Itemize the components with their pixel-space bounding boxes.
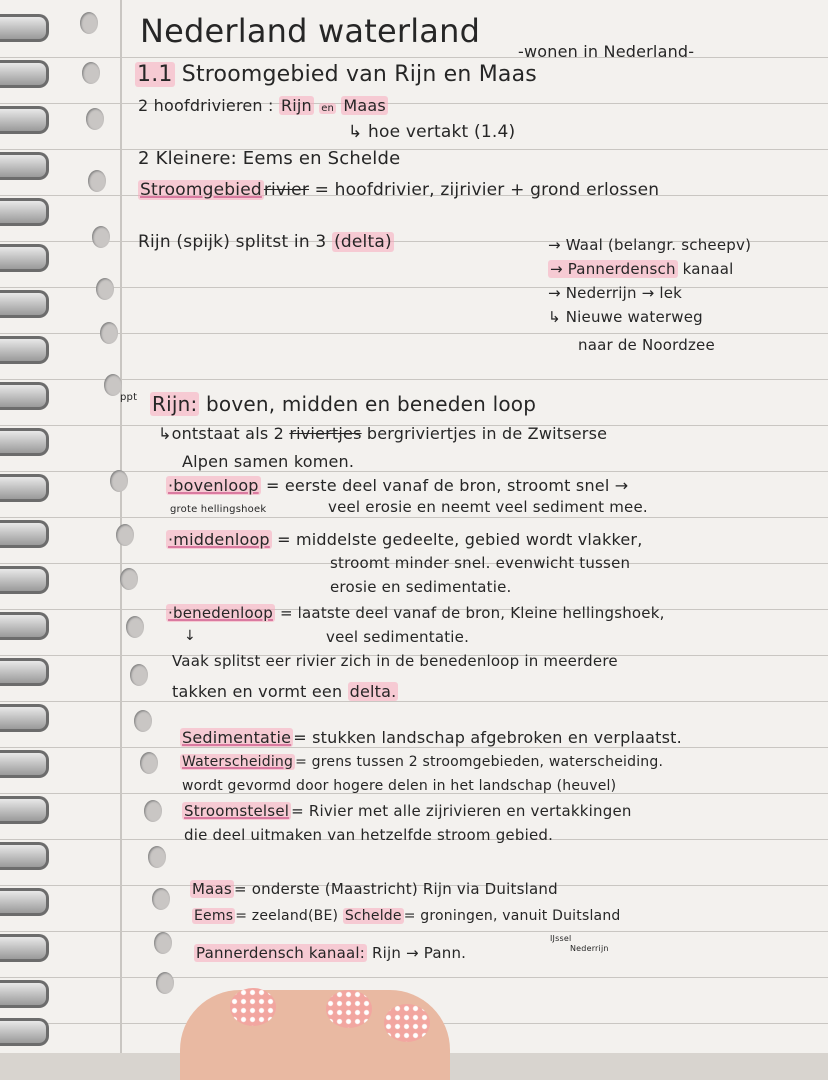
waterscheiding-def: = grens tussen 2 stroomgebieden, waterscheiding. xyxy=(295,754,664,770)
pannerdensch-rest: kanaal xyxy=(682,260,734,278)
stroomgebied-term: Stroomgebied xyxy=(140,180,262,200)
vaak-line-2 xyxy=(172,682,398,701)
page-title: Nederland waterland xyxy=(140,12,481,50)
branch-pannerdensch xyxy=(548,260,734,278)
ontstaat-b: bergriviertjes in de Zwitserse xyxy=(366,424,608,443)
middenloop-def-3: erosie en sedimentatie. xyxy=(330,578,512,596)
ontstaat-line-2: Alpen samen komen. xyxy=(182,452,355,471)
fingernail xyxy=(384,1004,430,1042)
loop-heading-text: boven, midden en beneden loop xyxy=(206,392,537,416)
vaak-text: takken en vormt een xyxy=(172,682,343,701)
en-word: en xyxy=(321,103,335,114)
pannerdensch-line xyxy=(194,944,466,962)
page-subtitle: -wonen in Nederland- xyxy=(518,42,695,61)
pann-term: Pannerdensch kanaal: xyxy=(196,944,366,962)
main-rivers-label: 2 hoofdrivieren : xyxy=(138,96,274,115)
branch-nieuwe-waterweg: ↳ Nieuwe waterweg xyxy=(548,308,703,326)
stroomgebied-def-line xyxy=(138,180,659,200)
branch-nederrijn: → Nederrijn → lek xyxy=(548,284,683,302)
benedenloop-term: ·benedenloop xyxy=(168,604,273,622)
delta-term: delta. xyxy=(349,682,397,701)
pannerdensch-term: → Pannerdensch xyxy=(550,260,676,278)
middenloop-term: ·middenloop xyxy=(168,530,270,549)
schelde-term: Schelde xyxy=(344,908,402,924)
delta-word: (delta) xyxy=(334,232,392,252)
pann-def: Rijn → Pann. xyxy=(372,944,467,962)
middenloop-def: = middelste gedeelte, gebied wordt vlakker, xyxy=(277,530,643,549)
maas-bottom-term: Maas xyxy=(192,880,232,898)
spiral-binding xyxy=(0,0,70,1053)
eems-def: = zeeland(BE) xyxy=(235,908,339,924)
fingernail xyxy=(230,988,276,1026)
smaller-rivers: 2 Kleinere: Eems en Schelde xyxy=(138,148,401,169)
maas-line xyxy=(190,880,558,898)
pann-sup-ijssel: IJssel xyxy=(550,934,572,943)
ppt-note: ppt xyxy=(120,392,138,403)
vaak-line: Vaak splitst eer rivier zich in de benedenloop in meerdere xyxy=(172,652,618,670)
stroomstelsel-def-2: die deel uitmaken van hetzelfde stroom gebied. xyxy=(184,826,554,844)
stroomgebied-def: = hoofdrivier, zijrivier + grond erlossen xyxy=(314,180,660,200)
bovenloop-note: grote hellingshoek xyxy=(170,504,267,515)
waterscheiding-line xyxy=(180,754,663,770)
bovenloop-term: ·bovenloop xyxy=(168,476,259,495)
schelde-def: = groningen, vanuit Duitsland xyxy=(403,908,621,924)
eems-schelde-line xyxy=(192,908,621,924)
branch-waal: → Waal (belangr. scheepv) xyxy=(548,236,752,254)
benedenloop-arrow: ↓ xyxy=(184,628,196,644)
branching-note: ↳ hoe vertakt (1.4) xyxy=(348,122,516,142)
waterscheiding-def-2: wordt gevormd door hogere delen in het landschap (heuvel) xyxy=(182,778,617,794)
stroomstelsel-term: Stroomstelsel xyxy=(184,802,290,820)
ontstaat-a: ↳ontstaat als 2 xyxy=(158,424,285,443)
main-rivers-line xyxy=(138,96,388,115)
bovenloop-def: = eerste deel vanaf de bron, stroomt snel → xyxy=(265,476,629,495)
loop-term: Rijn: xyxy=(152,392,198,416)
benedenloop-def: = laatste deel vanaf de bron, Kleine hellingshoek, xyxy=(279,604,665,622)
ontstaat-line xyxy=(158,424,607,443)
middenloop-line xyxy=(166,530,643,549)
ontstaat-strike: riviertjes xyxy=(289,424,362,443)
stroomstelsel-def: = Rivier met alle zijrivieren en vertakkingen xyxy=(291,802,632,820)
maas-term: Maas xyxy=(343,96,386,115)
section-heading-text: Stroomgebied van Rijn en Maas xyxy=(181,62,537,87)
sedimentatie-term: Sedimentatie xyxy=(182,728,292,747)
fingernail xyxy=(326,990,372,1028)
stroomstelsel-line xyxy=(182,802,632,820)
middenloop-def-2: stroomt minder snel. evenwicht tussen xyxy=(330,554,631,572)
loop-heading xyxy=(150,392,536,416)
rijn-split-text: Rijn (spijk) splitst in 3 xyxy=(138,232,327,252)
rijn-split-line xyxy=(138,232,394,252)
maas-bottom-def: = onderste (Maastricht) Rijn via Duitsland xyxy=(233,880,558,898)
eems-term: Eems xyxy=(194,908,234,924)
sedimentatie-line xyxy=(180,728,682,747)
stroomgebied-strike: rivier xyxy=(263,180,310,200)
section-number: 1.1 xyxy=(137,62,173,87)
sedimentatie-def: = stukken landschap afgebroken en verplaatst. xyxy=(293,728,682,747)
branch-noordzee: naar de Noordzee xyxy=(578,336,715,354)
benedenloop-def-2: veel sedimentatie. xyxy=(326,628,470,646)
section-heading xyxy=(135,62,537,87)
waterscheiding-term: Waterscheiding xyxy=(182,754,294,770)
bovenloop-line xyxy=(166,476,628,495)
rijn-term: Rijn xyxy=(280,96,312,115)
bovenloop-def-2: veel erosie en neemt veel sediment mee. xyxy=(328,498,648,516)
pann-sup-nederrijn: Nederrijn xyxy=(570,944,609,953)
benedenloop-line xyxy=(166,604,665,622)
